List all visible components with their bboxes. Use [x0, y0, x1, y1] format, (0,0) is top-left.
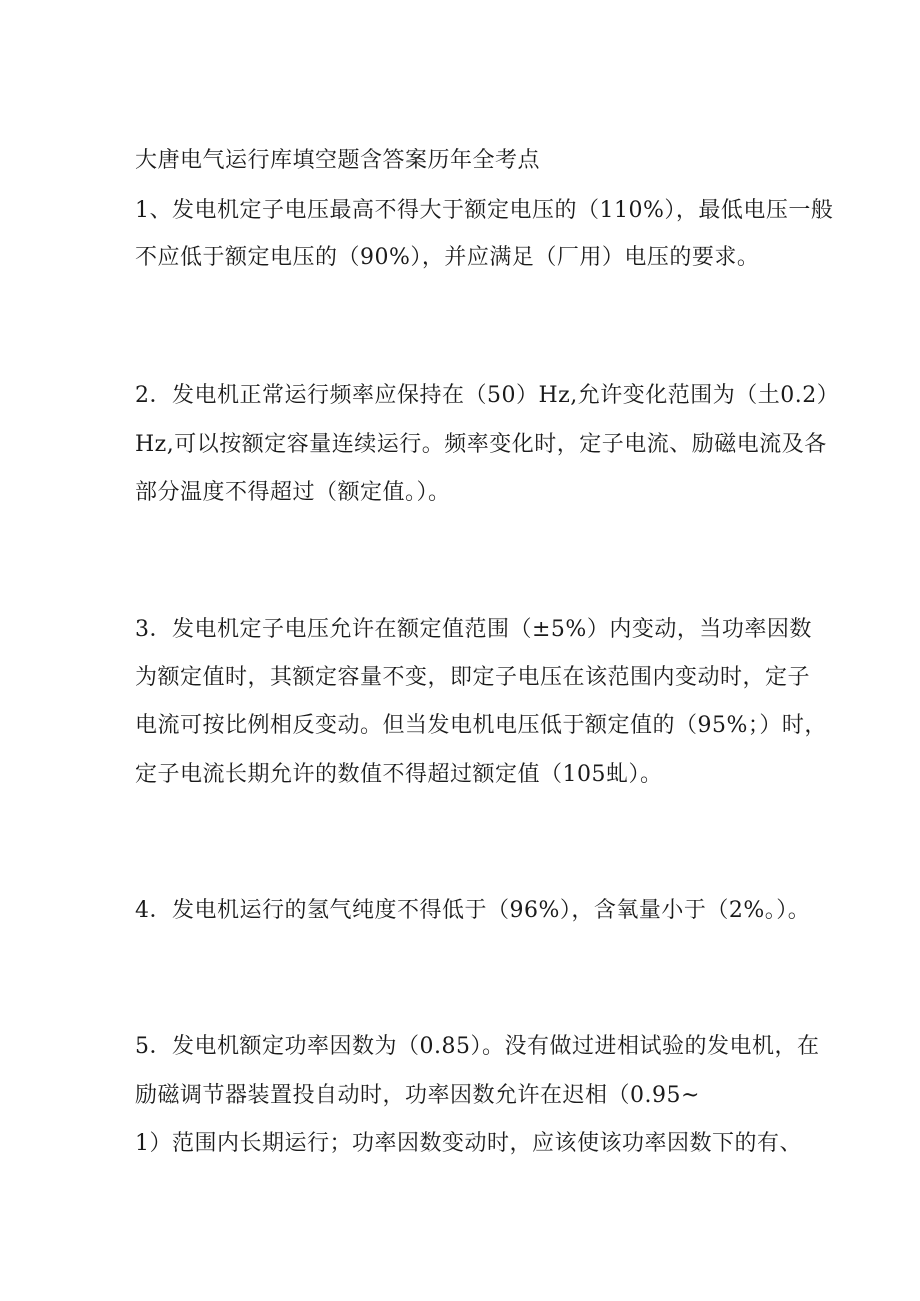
question-line: 电流可按比例相反变动。但当发电机电压低于额定值的（95%；）时， — [135, 713, 827, 738]
question-line: 定子电流长期允许的数值不得超过额定值（105虬）。 — [135, 762, 663, 787]
question-line: 5．发电机额定功率因数为（0.85）。没有做过进相试验的发电机，在 — [135, 1034, 820, 1059]
question-line: 2．发电机正常运行频率应保持在（50）Hz,允许变化范围为（土0.2） — [135, 383, 840, 408]
question-line: 不应低于额定电压的（90%），并应满足（厂用）电压的要求。 — [135, 245, 760, 270]
question-line: 3．发电机定子电压允许在额定值范围（±5%）内变动，当功率因数 — [135, 617, 812, 642]
question-line: 为额定值时，其额定容量不变，即定子电压在该范围内变动时，定子 — [135, 665, 811, 690]
document-title: 大唐电气运行库填空题含答案历年全考点 — [135, 148, 541, 173]
question-line: 4．发电机运行的氢气纯度不得低于（96%），含氧量小于（2%。）。 — [135, 898, 811, 923]
question-line: 1、发电机定子电压最高不得大于额定电压的（110%），最低电压一般 — [135, 198, 834, 223]
question-line: Hz,可以按额定容量连续运行。频率变化时，定子电流、励磁电流及各 — [135, 432, 827, 457]
question-line: 励磁调节器装置投自动时，功率因数允许在迟相（0.95~ — [135, 1083, 700, 1108]
question-line: 部分温度不得超过（额定值。）。 — [135, 480, 451, 505]
question-line: 1）范围内长期运行；功率因数变动时，应该使该功率因数下的有、 — [135, 1131, 802, 1156]
